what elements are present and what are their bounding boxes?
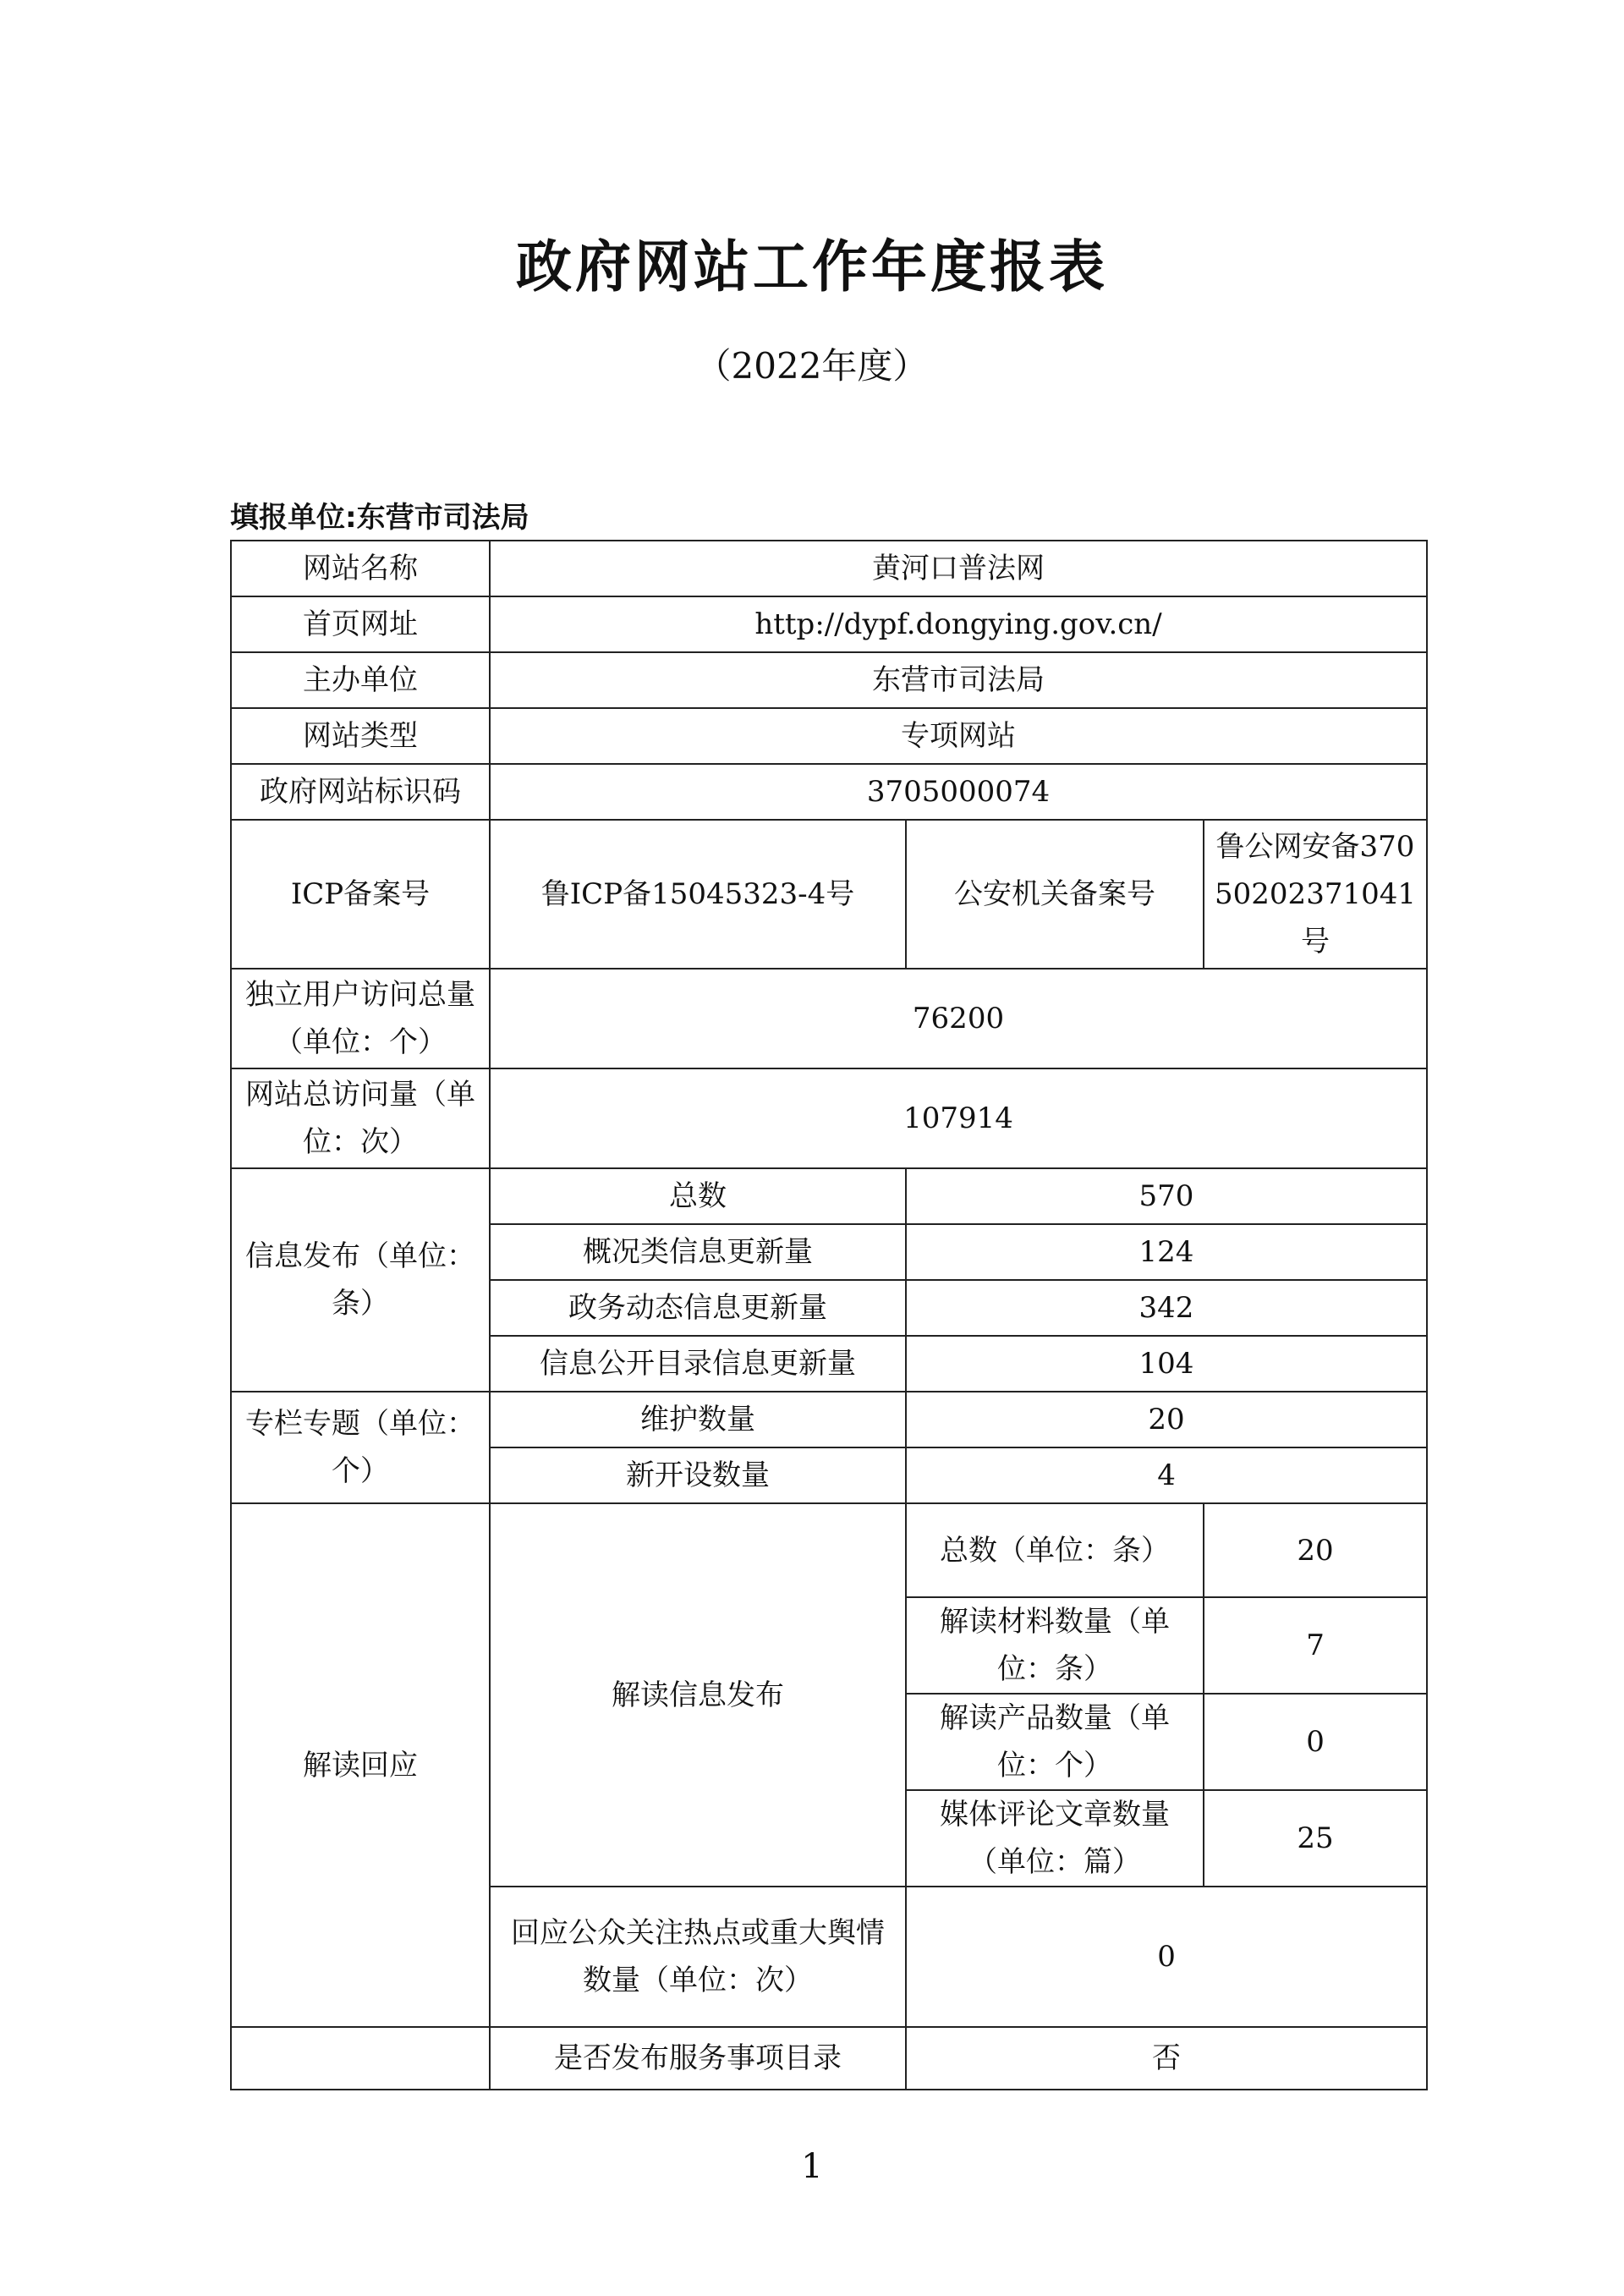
info-publish-item-label: 信息公开目录信息更新量: [490, 1336, 906, 1392]
hotspot-value: 0: [906, 1887, 1427, 2027]
columns-item-value: 20: [906, 1392, 1427, 1447]
info-publish-label: 信息发布（单位：条）: [231, 1168, 490, 1392]
table-row: [231, 708, 1427, 764]
total-visits-value: 107914: [490, 1068, 1427, 1168]
table-row: [231, 652, 1427, 708]
table-row: [231, 764, 1427, 820]
info-publish-item-label: 概况类信息更新量: [490, 1224, 906, 1280]
interpretation-item-value: 7: [1204, 1597, 1427, 1694]
police-record-value: 鲁公网安备37050202371041号: [1204, 820, 1427, 969]
service-catalog-value: 否: [906, 2027, 1427, 2090]
site-code-value: 3705000074: [490, 764, 1427, 820]
table-row: [231, 1168, 1427, 1224]
homepage-value: http://dypf.dongying.gov.cn/: [490, 596, 1427, 652]
report-table: [230, 540, 1428, 2090]
table-row: [231, 1503, 1427, 1597]
interpretation-item-label: 解读材料数量（单位：条）: [906, 1597, 1204, 1694]
table-row: [231, 596, 1427, 652]
interpretation-item-value: 25: [1204, 1790, 1427, 1887]
site-code-label: 政府网站标识码: [231, 764, 490, 820]
unique-visitors-value: 76200: [490, 969, 1427, 1068]
police-record-label: 公安机关备案号: [906, 820, 1204, 969]
interpretation-item-label: 总数（单位：条）: [906, 1503, 1204, 1597]
reporting-unit: 填报单位:东营市司法局: [230, 501, 529, 535]
table-row: [231, 541, 1427, 596]
homepage-label: 首页网址: [231, 596, 490, 652]
columns-item-label: 新开设数量: [490, 1447, 906, 1503]
site-type-value: 专项网站: [490, 708, 1427, 764]
info-publish-item-value: 104: [906, 1336, 1427, 1392]
table-row: [231, 2027, 1427, 2090]
interpretation-label: 解读回应: [231, 1503, 490, 2027]
icp-value: 鲁ICP备15045323-4号: [490, 820, 906, 969]
sponsor-label: 主办单位: [231, 652, 490, 708]
hotspot-label: 回应公众关注热点或重大舆情数量（单位：次）: [490, 1887, 906, 2027]
info-publish-item-label: 总数: [490, 1168, 906, 1224]
site-type-label: 网站类型: [231, 708, 490, 764]
table-row: [231, 820, 1427, 969]
info-publish-item-value: 570: [906, 1168, 1427, 1224]
table-row: [231, 1392, 1427, 1447]
page-number: 1: [801, 2147, 823, 2186]
interpretation-item-label: 媒体评论文章数量（单位：篇）: [906, 1790, 1204, 1887]
interpretation-item-value: 20: [1204, 1503, 1427, 1597]
info-publish-item-label: 政务动态信息更新量: [490, 1280, 906, 1336]
info-publish-item-value: 342: [906, 1280, 1427, 1336]
table-row: [231, 1068, 1427, 1168]
page-title: 政府网站工作年度报表: [516, 234, 1108, 299]
icp-label: ICP备案号: [231, 820, 490, 969]
report-year: （2022年度）: [695, 345, 929, 387]
unique-visitors-label: 独立用户访问总量（单位：个）: [231, 969, 490, 1068]
columns-label: 专栏专题（单位：个）: [231, 1392, 490, 1503]
interpretation-item-value: 0: [1204, 1694, 1427, 1790]
sponsor-value: 东营市司法局: [490, 652, 1427, 708]
table-row: [231, 969, 1427, 1068]
info-publish-item-value: 124: [906, 1224, 1427, 1280]
site-name-label: 网站名称: [231, 541, 490, 596]
interpretation-item-label: 解读产品数量（单位：个）: [906, 1694, 1204, 1790]
interpretation-publish-label: 解读信息发布: [490, 1503, 906, 1887]
service-catalog-label: 是否发布服务事项目录: [490, 2027, 906, 2090]
total-visits-label: 网站总访问量（单位：次）: [231, 1068, 490, 1168]
columns-item-value: 4: [906, 1447, 1427, 1503]
site-name-value: 黄河口普法网: [490, 541, 1427, 596]
columns-item-label: 维护数量: [490, 1392, 906, 1447]
empty-cell: [231, 2027, 490, 2090]
